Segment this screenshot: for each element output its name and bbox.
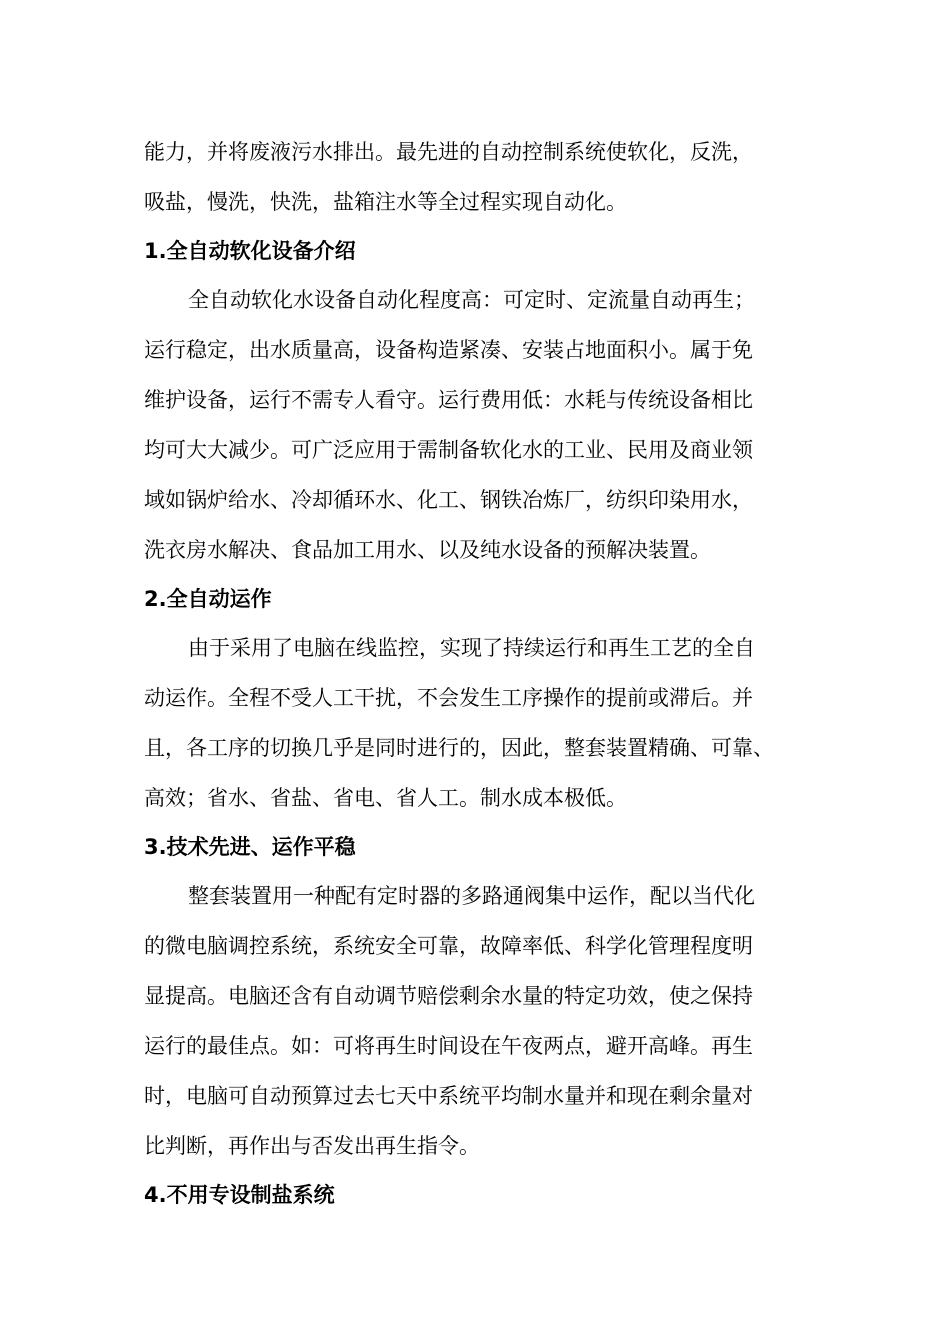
section-1: [144, 227, 814, 575]
paragraph-line: 由于采用了电脑在线监控，实现了持续运行和再生工艺的全自: [188, 636, 755, 660]
paragraph-line: 维护设备，运行不需专人看守。运行费用低：水耗与传统设备相比: [144, 388, 753, 412]
paragraph-line: 能力，并将废液污水排出。最先进的自动控制系统使软化，反洗，: [144, 140, 753, 164]
section-heading: 2.全自动运作: [144, 587, 272, 611]
section-heading: 1.全自动软化设备介绍: [144, 239, 356, 263]
section-2: [144, 575, 814, 823]
paragraph-line: 运行稳定，出水质量高，设备构造紧凑、安装占地面积小。属于免: [144, 338, 753, 362]
paragraph-line: 全自动软化水设备自动化程度高：可定时、定流量自动再生；: [188, 288, 755, 312]
paragraph-line: 吸盐，慢洗，快洗，盐箱注水等全过程实现自动化。: [144, 190, 627, 214]
section-heading: 3.技术先进、运作平稳: [144, 835, 356, 859]
paragraph-line: 动运作。全程不受人工干扰，不会发生工序操作的提前或滞后。并: [144, 686, 753, 710]
paragraph-line: 高效；省水、省盐、省电、省人工。制水成本极低。: [144, 786, 627, 810]
paragraph-line: 均可大大减少。可广泛应用于需制备软化水的工业、民用及商业领: [144, 438, 753, 462]
section-3: [144, 823, 814, 1171]
paragraph-line: 时，电脑可自动预算过去七天中系统平均制水量并和现在剩余量对: [144, 1084, 753, 1108]
paragraph-line: 运行的最佳点。如：可将再生时间设在午夜两点，避开高峰。再生: [144, 1034, 753, 1058]
paragraph-line: 洗衣房水解决、食品加工用水、以及纯水设备的预解决装置。: [144, 538, 711, 562]
paragraph-line: 且，各工序的切换几乎是同时进行的，因此，整套装置精确、可靠、: [144, 736, 774, 760]
intro-paragraph: [144, 127, 814, 227]
paragraph-line: 的微电脑调控系统，系统安全可靠，故障率低、科学化管理程度明: [144, 934, 753, 958]
paragraph-line: 域如锅炉给水、冷却循环水、化工、钢铁冶炼厂，纺织印染用水，: [144, 488, 753, 512]
paragraph-line: 比判断，再作出与否发出再生指令。: [144, 1134, 480, 1158]
paragraph-line: 显提高。电脑还含有自动调节赔偿剩余水量的特定功效，使之保持: [144, 984, 753, 1008]
section-4: [144, 1171, 814, 1219]
paragraph-line: 整套装置用一种配有定时器的多路通阀集中运作，配以当代化: [188, 884, 755, 908]
document-page: [144, 127, 814, 1219]
section-heading: 4.不用专设制盐系统: [144, 1183, 335, 1207]
